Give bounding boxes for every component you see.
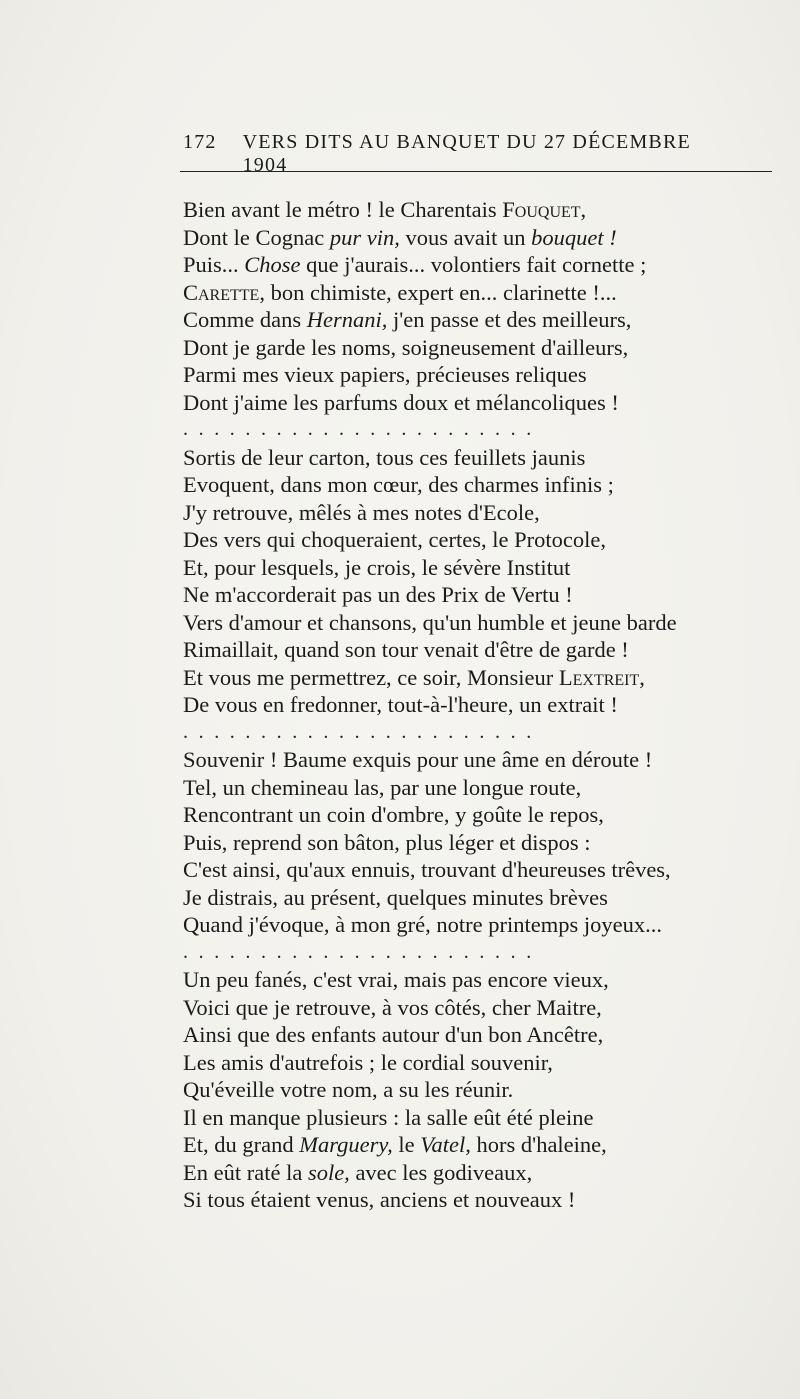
poem-line — [183, 636, 743, 664]
poem-line — [183, 499, 743, 527]
line-text: Rencontrant un coin d'ombre, y goûte le repos, — [183, 802, 604, 827]
smallcaps-name: Lextreit — [558, 664, 640, 690]
poem-line — [183, 746, 743, 774]
line-text: Ne m'accorderait pas un des Prix de Vertu ! — [183, 582, 573, 607]
line-text: que j'aurais... volontiers fait cornette ; — [300, 252, 647, 277]
poem-line — [183, 526, 743, 554]
poem-line — [183, 1159, 743, 1187]
poem-line — [183, 966, 743, 994]
line-text: Souvenir ! Baume exquis pour une âme en déroute ! — [183, 747, 653, 772]
line-text: Evoquent, dans mon cœur, des charmes infinis ; — [183, 472, 614, 497]
line-text: Puis... — [183, 252, 245, 277]
poem-line — [183, 334, 743, 362]
poem-line — [183, 471, 743, 499]
header-rule — [180, 171, 772, 172]
poem-line — [183, 856, 743, 884]
line-text: j'en passe et des meilleurs, — [387, 307, 632, 332]
italic-text: Marguery, — [299, 1132, 393, 1157]
poem-line — [183, 801, 743, 829]
poem-body — [183, 196, 743, 1214]
line-text: Un peu fanés, c'est vrai, mais pas encore vieux, — [183, 967, 609, 992]
poem-line — [183, 581, 743, 609]
poem-line — [183, 389, 743, 417]
line-text: Si tous étaient venus, anciens et nouveaux ! — [183, 1187, 576, 1212]
line-text: Rimaillait, quand son tour venait d'être de garde ! — [183, 637, 629, 662]
poem-line — [183, 1186, 743, 1214]
line-text: Je distrais, au présent, quelques minutes brèves — [183, 884, 608, 910]
line-text: Dont le Cognac — [183, 224, 330, 250]
line-text: Ainsi que des enfants autour d'un bon Ancêtre, — [183, 1022, 604, 1047]
poem-line — [183, 224, 743, 252]
line-text: Qu'éveille votre nom, a su les réunir. — [183, 1077, 514, 1102]
line-text: Comme dans — [183, 307, 307, 332]
line-text: Et, du grand — [183, 1132, 300, 1157]
line-text: Sortis de leur carton, tous ces feuillets jaunis — [183, 444, 586, 470]
line-text: vous avait un — [399, 224, 532, 250]
poem-line — [183, 609, 743, 637]
smallcaps-name: Carette — [183, 279, 260, 305]
line-text: Quand j'évoque, à mon gré, notre printemps joyeux... — [183, 912, 662, 937]
line-text: De vous en fredonner, tout-à-l'heure, un extrait ! — [183, 692, 618, 717]
line-text: le — [392, 1132, 421, 1157]
line-text: hors d'haleine, — [470, 1132, 607, 1157]
poem-line — [183, 279, 743, 307]
poem-line — [183, 829, 743, 857]
line-text: , — [639, 664, 645, 690]
line-text: Parmi mes vieux papiers, précieuses reliques — [183, 362, 587, 387]
stanza-separator: ....................... — [183, 418, 542, 440]
poem-line — [183, 774, 743, 802]
line-text: Les amis d'autrefois ; le cordial souvenir, — [183, 1049, 553, 1075]
line-text: C'est ainsi, qu'aux ennuis, trouvant d'heureuses trêves, — [183, 857, 671, 882]
poem-line — [183, 1049, 743, 1077]
italic-text: sole, — [307, 1159, 350, 1185]
poem-line — [183, 691, 743, 719]
italic-text: bouquet ! — [531, 224, 617, 250]
poem-line — [183, 1131, 743, 1159]
line-text: , — [580, 197, 587, 222]
poem-line — [183, 1076, 743, 1104]
line-text: Et vous me permettrez, ce soir, Monsieur — [183, 664, 559, 690]
line-text: avec les godiveaux, — [349, 1159, 533, 1185]
poem-line — [183, 361, 743, 389]
line-text: En eût raté la — [183, 1159, 308, 1185]
line-text: Il en manque plusieurs : la salle eût été pleine — [183, 1104, 594, 1130]
page-number: 172 — [183, 131, 217, 153]
poem-line — [183, 251, 743, 279]
line-text: Et, pour lesquels, je crois, le sévère Institut — [183, 554, 571, 580]
stanza-separator: ....................... — [183, 720, 542, 743]
poem-line — [183, 554, 743, 582]
poem-line — [183, 884, 743, 912]
line-text: Puis, reprend son bâton, plus léger et dispos : — [183, 829, 591, 855]
line-text: Dont je garde les noms, soigneusement d'ailleurs, — [183, 334, 629, 360]
line-text: Tel, un chemineau las, par une longue route, — [183, 774, 582, 800]
italic-text: pur vin, — [329, 224, 400, 250]
line-text: , bon chimiste, expert en... clarinette !... — [259, 279, 617, 305]
stanza-separator: ....................... — [183, 940, 542, 963]
line-text: J'y retrouve, mêlés à mes notes d'Ecole, — [183, 499, 540, 525]
line-text: Vers d'amour et chansons, qu'un humble et jeune barde — [183, 609, 677, 635]
poem-line — [183, 1104, 743, 1132]
poem-line — [183, 306, 743, 334]
italic-text: Hernani, — [306, 307, 388, 332]
poem-line — [183, 911, 743, 939]
poem-line — [183, 1021, 743, 1049]
poem-line — [183, 664, 743, 692]
poem-line — [183, 196, 743, 224]
smallcaps-name: Fouquet — [502, 197, 581, 222]
italic-text: Vatel, — [420, 1132, 471, 1157]
line-text: Bien avant le métro ! le Charentais — [183, 197, 503, 222]
poem-line — [183, 994, 743, 1022]
italic-text: Chose — [244, 252, 301, 277]
line-text: Des vers qui choqueraient, certes, le Protocole, — [183, 527, 606, 552]
line-text: Dont j'aime les parfums doux et mélancoliques ! — [183, 389, 619, 415]
poem-line — [183, 444, 743, 472]
running-title: VERS DITS AU BANQUET DU 27 DÉCEMBRE 1904 — [242, 131, 691, 176]
line-text: Voici que je retrouve, à vos côtés, cher Maitre, — [183, 994, 602, 1020]
